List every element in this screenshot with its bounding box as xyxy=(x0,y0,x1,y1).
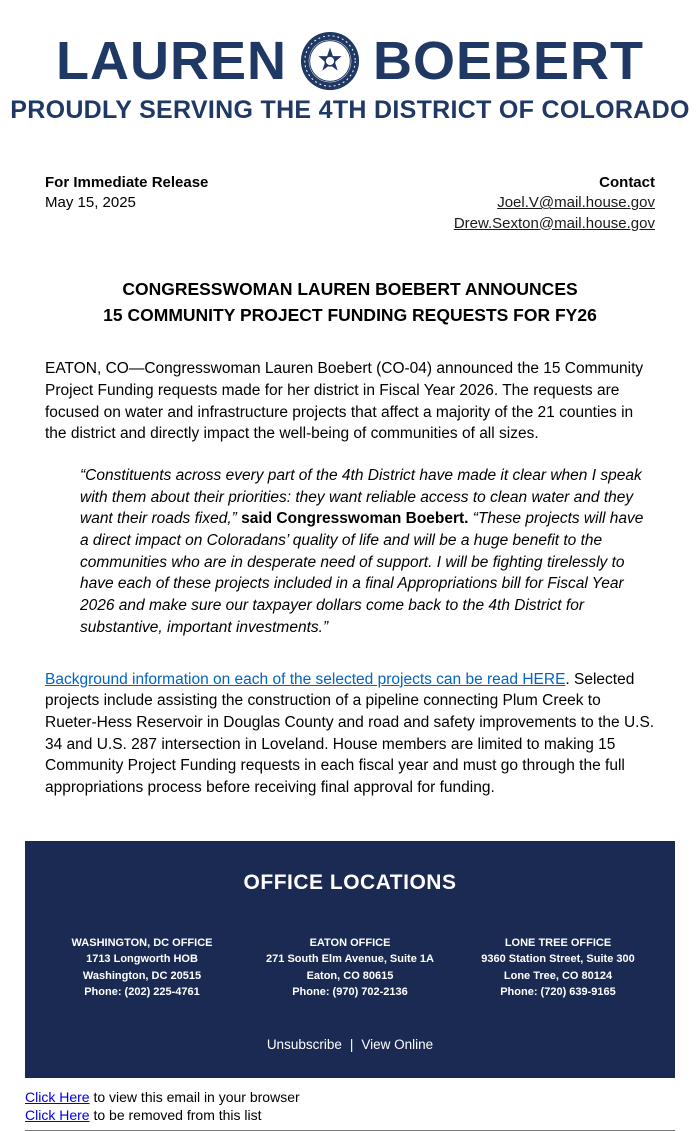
masthead-tagline: PROUDLY SERVING THE 4TH DISTRICT OF COLORADO xyxy=(10,96,690,124)
body-paragraph-1: EATON, CO—Congresswoman Lauren Boebert (CO-04) announced the 15 Community Project Funding requests made for her district in Fiscal Year 2026. The requests are focused on water and infrastructure projects that affect a majority of the 21 counties in the district and directly impact the well-being of communities of all sizes. xyxy=(45,360,644,443)
press-release-headline xyxy=(0,276,700,329)
footer-title: OFFICE LOCATIONS xyxy=(243,870,457,894)
contact-block xyxy=(454,173,655,234)
office-address-line: Washington, DC 20515 xyxy=(82,969,202,982)
remove-from-list-text: to be removed from this list xyxy=(89,1106,262,1123)
masthead-name-row xyxy=(0,30,700,92)
office-address-line: Eaton, CO 80615 xyxy=(306,969,394,982)
view-online-link[interactable]: View Online xyxy=(361,1036,434,1052)
body-paragraph-2-text: . Selected projects include assisting the construction of a pipeline connecting Plum Creek to Rueter-Hess Reservoir in Douglas County and road and safety improvements to the U.S. 34 and U.S. 287 intersection in Loveland. House members are limited to making 15 Community Project Funding requests in each fiscal year and must go through the full appropriations process before receiving final approval for funding. xyxy=(45,670,655,796)
contact-email-link-2[interactable]: Drew.Sexton@mail.house.gov xyxy=(453,214,655,232)
release-contact-row xyxy=(0,173,700,234)
office-name: EATON OFFICE xyxy=(309,936,391,949)
quote-attribution: said Congresswoman Boebert. xyxy=(241,510,469,528)
footer-links-row xyxy=(43,1037,657,1052)
office-name: WASHINGTON, DC OFFICE xyxy=(71,936,213,949)
view-in-browser-line xyxy=(25,1088,675,1106)
office-locations-footer xyxy=(25,841,675,1078)
office-eaton xyxy=(251,935,449,1001)
contact-label: Contact xyxy=(599,174,655,191)
release-block xyxy=(45,173,208,234)
headline-line-2: 15 COMMUNITY PROJECT FUNDING REQUESTS FOR FY26 xyxy=(103,305,597,325)
office-phone: Phone: (720) 639-9165 xyxy=(500,986,616,999)
masthead xyxy=(0,0,700,125)
office-address-line: 271 South Elm Avenue, Suite 1A xyxy=(266,953,434,966)
us-house-seal-icon xyxy=(299,30,361,92)
unsubscribe-link[interactable]: Unsubscribe xyxy=(266,1036,342,1052)
office-columns xyxy=(43,935,657,1001)
masthead-name-right: BOEBERT xyxy=(372,31,644,91)
headline-line-1: CONGRESSWOMAN LAUREN BOEBERT ANNOUNCES xyxy=(122,278,578,299)
background-info-link[interactable]: Background information on each of the selected projects can be read HERE xyxy=(45,670,566,688)
masthead-name-left: LAUREN xyxy=(55,31,287,91)
office-lone-tree xyxy=(459,935,657,1001)
office-address-line: 9360 Station Street, Suite 300 xyxy=(481,953,635,966)
remove-from-list-link[interactable]: Click Here xyxy=(25,1106,90,1123)
contact-email-link-1[interactable]: Joel.V@mail.house.gov xyxy=(497,194,655,212)
quote-text-part-1: “Constituents across every part of the 4th District have made it clear when I speak with them about their priorities: they want reliable access to clean water and they want their roads fixed,” xyxy=(80,467,642,528)
office-phone: Phone: (202) 225-4761 xyxy=(84,986,200,999)
email-client-footer xyxy=(0,1078,700,1131)
view-in-browser-link[interactable]: Click Here xyxy=(25,1088,90,1105)
body-paragraph-2 xyxy=(0,669,700,799)
office-name: LONE TREE OFFICE xyxy=(504,936,612,949)
office-address-line: 1713 Longworth HOB xyxy=(86,953,198,966)
quote-text-part-2: “These projects will have a direct impact on Coloradans’ quality of life and will be a huge benefit to the communities who are in desperate need of support. I will be fighting tirelessly to have each of these projects included in a final Appropriations bill for Fiscal Year 2026 and make sure our taxpayer dollars come back to the 4th District for substantive, important investments.” xyxy=(80,510,644,636)
quote-paragraph xyxy=(80,465,655,639)
office-address-line: Lone Tree, CO 80124 xyxy=(503,969,613,982)
office-phone: Phone: (970) 702-2136 xyxy=(292,986,408,999)
release-date: May 15, 2025 xyxy=(45,194,136,212)
footer-links-separator: | xyxy=(349,1036,354,1052)
remove-from-list-line xyxy=(25,1106,675,1124)
release-label: For Immediate Release xyxy=(45,174,209,191)
office-washington xyxy=(43,935,241,1001)
view-in-browser-text: to view this email in your browser xyxy=(89,1088,300,1105)
